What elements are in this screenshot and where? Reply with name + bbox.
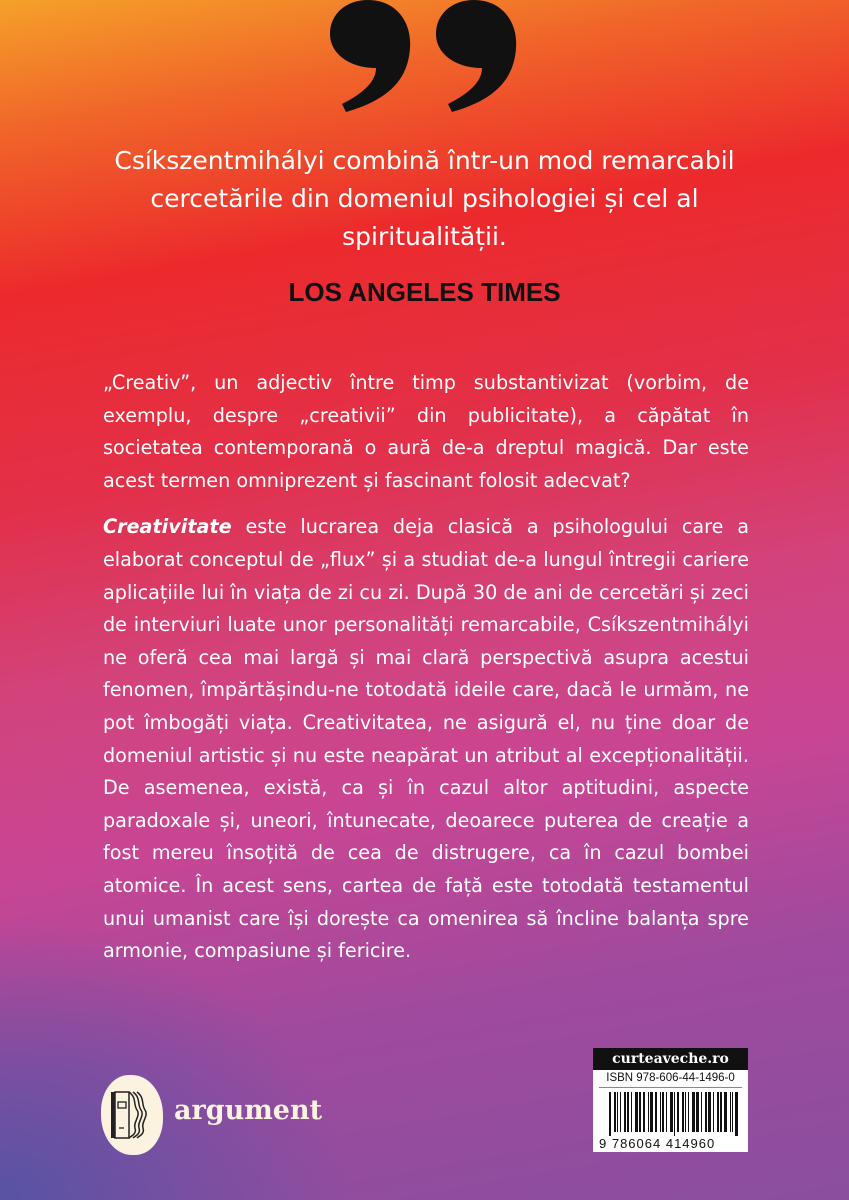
barcode-bar xyxy=(688,1092,689,1132)
quote-source: LOS ANGELES TIMES xyxy=(288,277,561,307)
barcode-bar xyxy=(609,1092,611,1136)
barcode-bar xyxy=(660,1092,661,1132)
barcode-bar xyxy=(617,1092,618,1132)
barcode-bar xyxy=(643,1092,645,1132)
barcode-bar xyxy=(677,1092,679,1132)
barcode-bar xyxy=(713,1092,714,1132)
barcode-bar xyxy=(696,1092,699,1132)
barcode-bar xyxy=(635,1092,638,1132)
publisher-website: curteaveche.ro xyxy=(593,1048,748,1070)
pull-quote: Csíkszentmihályi combină într-un mod remarcabil cercetările din domeniul psihologiei și cel al spiritualității. xyxy=(114,146,735,251)
isbn: ISBN 978-606-44-1496-0 xyxy=(599,1070,742,1088)
barcode-bar xyxy=(631,1092,632,1132)
blurb-paragraph-1: „Creativ”, un adjectiv între timp substantivizat (vorbim, de exemplu, despre „creativii” din publicitate), a căpătat în societatea contemporană o aură de-a dreptul magică. Dar este acest termen omniprezent și fascinant folosit adecvat? xyxy=(103,371,749,492)
barcode-bar xyxy=(701,1092,702,1132)
barcode-bar xyxy=(717,1092,719,1132)
quotation-mark-icon xyxy=(326,0,526,115)
publisher-name: argument xyxy=(174,1095,323,1126)
book-title: Creativitate xyxy=(103,515,232,539)
barcode-bar xyxy=(724,1092,727,1132)
barcode-bar xyxy=(614,1092,616,1132)
barcode-bar xyxy=(648,1092,649,1132)
barcode-bar xyxy=(624,1092,626,1132)
barcode-bar xyxy=(650,1092,653,1132)
blurb-paragraph-2-text: este lucrarea deja clasică a psihologului care a elaborat conceptul de „flux” și a studiat de-a lungul întregii cariere aplicațiile lui în viața de zi cu zi. După 30 de ani de cercetări și zeci de interviuri luate unor personalități remarcabile, Csíkszentmihályi ne oferă cea mai largă și mai clară perspectivă asupra acestui fenomen, împărtășindu-ne totodată ideile care, dacă le urmăm, ne pot îmbogăți viața. Creativitatea, ne asigură el, nu ține doar de domeniul artistic și nu este neapărat un atribut al excepționalității. De asemenea, există, ca și în cazul altor aptitudini, aspecte paradoxale și, uneori, întunecate, deoarece puterea de creație a fost mereu însoțită de cea de distrugere, ca în cazul bombei atomice. În acest sens, cartea de față este totodată testamentul unui umanist care își dorește ca omenirea să încline balanța spre armonie, compasiune și fericire. xyxy=(103,515,749,963)
barcode-bar xyxy=(708,1092,711,1132)
barcode-bar xyxy=(682,1092,684,1132)
pull-quote-block xyxy=(100,142,749,308)
barcode-bar xyxy=(662,1092,664,1132)
publisher-logo-icon xyxy=(101,1075,163,1155)
barcode-bar xyxy=(735,1092,738,1136)
barcode-bar xyxy=(705,1092,707,1132)
barcode-digits: 9 786064 414960 xyxy=(599,1136,716,1151)
blurb xyxy=(103,367,749,982)
barcode-bar xyxy=(720,1092,722,1132)
barcode-bar xyxy=(620,1092,621,1132)
barcode-bars xyxy=(601,1092,741,1136)
barcode-bar xyxy=(627,1092,629,1132)
barcode-bar xyxy=(674,1092,675,1136)
barcode-bar xyxy=(666,1092,667,1132)
barcode-bar xyxy=(670,1092,673,1132)
barcode-bar xyxy=(639,1092,641,1132)
barcode-label xyxy=(593,1048,748,1152)
barcode-bar xyxy=(692,1092,695,1132)
blurb-paragraph-2 xyxy=(103,511,749,967)
barcode-bar xyxy=(730,1092,731,1132)
barcode-bar xyxy=(685,1092,686,1132)
barcode-bar xyxy=(655,1092,657,1132)
barcode-bar xyxy=(732,1092,733,1132)
